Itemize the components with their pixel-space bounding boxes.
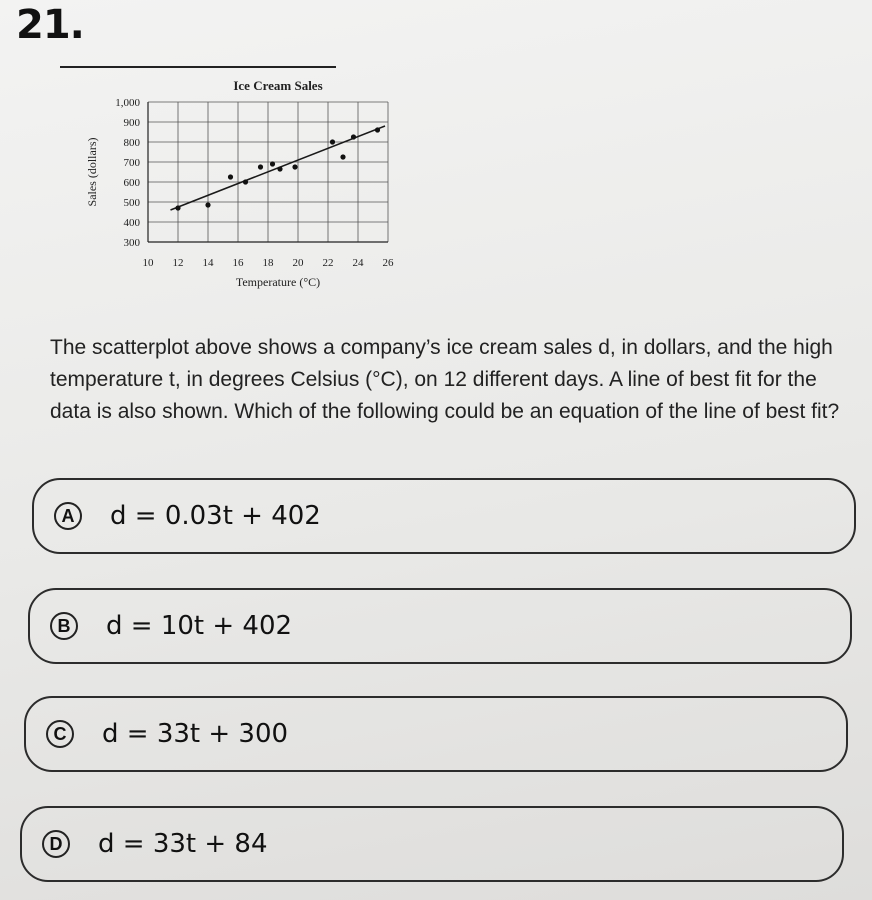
data-point (292, 164, 297, 169)
x-tick-label: 10 (142, 257, 154, 269)
choice-b-equation: d = 10t + 402 (106, 611, 293, 641)
y-tick-label: 300 (123, 237, 140, 249)
data-point (330, 139, 335, 144)
chart-title: Ice Cream Sales (233, 78, 323, 93)
y-tick-label: 1,000 (115, 97, 140, 109)
data-point (351, 134, 356, 139)
choice-d-letter: D (42, 830, 70, 858)
data-point (270, 161, 275, 166)
y-tick-label: 400 (123, 217, 140, 229)
y-tick-label: 500 (123, 197, 140, 209)
data-point (205, 202, 210, 207)
choice-a[interactable] (32, 478, 856, 554)
x-tick-label: 26 (382, 257, 394, 269)
x-tick-label: 12 (172, 257, 184, 269)
data-point (258, 164, 263, 169)
y-tick-label: 800 (123, 137, 140, 149)
data-point (340, 154, 345, 159)
y-tick-label: 900 (123, 117, 140, 129)
data-point (277, 166, 282, 171)
choice-d-equation: d = 33t + 84 (98, 829, 268, 859)
data-point (243, 179, 248, 184)
choice-a-equation: d = 0.03t + 402 (110, 501, 321, 531)
choice-b-letter: B (50, 612, 78, 640)
choice-b[interactable] (28, 588, 852, 664)
choice-a-letter: A (54, 502, 82, 530)
x-axis-label: Temperature (°C) (235, 275, 321, 289)
question-number: 21. (16, 2, 84, 48)
choice-d[interactable] (20, 806, 844, 882)
y-axis-label: Sales (dollars) (85, 137, 99, 207)
y-tick-label: 700 (123, 157, 140, 169)
data-point (228, 174, 233, 179)
x-tick-label: 20 (292, 257, 304, 269)
x-tick-label: 24 (352, 257, 364, 269)
data-point (375, 127, 380, 132)
x-tick-label: 16 (232, 257, 244, 269)
x-tick-label: 18 (262, 257, 274, 269)
y-tick-label: 600 (123, 177, 140, 189)
choice-c-equation: d = 33t + 300 (102, 719, 289, 749)
choice-c[interactable] (24, 696, 848, 772)
figure-top-rule (60, 66, 336, 68)
x-tick-label: 22 (322, 257, 334, 269)
question-text: The scatterplot above shows a company’s ice cream sales d, in dollars, and the high temperature t, in degrees Celsius (°C), on 12 different days. A line of best fit for the data is also shown. Which of the following could be an equation of the line of best fit? (50, 336, 840, 423)
data-point (175, 205, 180, 210)
x-tick-label: 14 (202, 257, 214, 269)
scatterplot-chart (70, 70, 410, 300)
choice-c-letter: C (46, 720, 74, 748)
